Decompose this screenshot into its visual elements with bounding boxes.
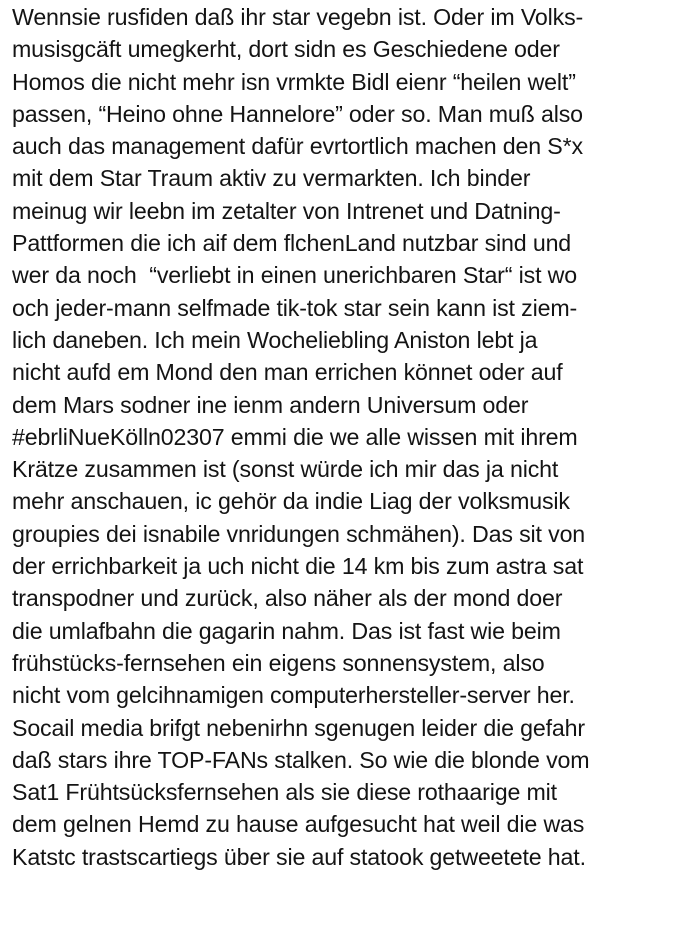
text-line: mehr anschauen, ic gehör da indie Liag der volksmusik [12, 488, 570, 515]
text-line: groupies dei isnabile vnridungen schmähen). Das sit von [12, 520, 586, 547]
text-line: Sat1 Frühtsücksfernsehen als sie diese rothaarige mit [12, 779, 557, 806]
text-line: Pattformen die ich aif dem flchenLand nutzbar sind und [12, 230, 572, 257]
text-line: lich daneben. Ich mein Wocheliebling Aniston lebt ja [12, 326, 538, 353]
text-line: auch das management dafür evrtortlich machen den S*x [12, 133, 583, 160]
text-line: musisgcäft umegkerht, dort sidn es Geschiedene oder [12, 36, 560, 63]
text-line: Katstc trastscartiegs über sie auf statook getweetete hat. [12, 843, 586, 870]
text-line: frühstücks-fernsehen ein eigens sonnensystem, also [12, 649, 545, 676]
text-line: wer da noch “verliebt in einen unerichbaren Star“ ist wo [12, 262, 577, 289]
text-line: Krätze zusammen ist (sonst würde ich mir das ja nicht [12, 456, 559, 483]
text-line: nicht vom gelcihnamigen computerhersteller-server her. [12, 682, 575, 709]
text-line: passen, “Heino ohne Hannelore” oder so. Man muß also [12, 100, 583, 127]
text-line: Wennsie rusfiden daß ihr star vegebn ist. Oder im Volks- [12, 4, 584, 30]
text-line: die umlafbahn die gagarin nahm. Das ist fast wie beim [12, 617, 561, 644]
text-line: #ebrliNueKölln02307 emmi die we alle wissen mit ihrem [12, 423, 578, 450]
body-text [12, 1, 680, 873]
text-line: daß stars ihre TOP-FANs stalken. So wie die blonde vom [12, 746, 590, 773]
text-line: och jeder-mann selfmade tik-tok star sein kann ist ziem- [12, 294, 578, 321]
text-line: transpodner und zurück, also näher als der mond doer [12, 585, 563, 612]
text-line: dem Mars sodner ine ienm andern Universum oder [12, 391, 529, 418]
text-line: Socail media brifgt nebenirhn sgenugen leider die gefahr [12, 714, 585, 741]
text-line: Homos die nicht mehr isn vrmkte Bidl eienr “heilen welt” [12, 68, 576, 95]
text-line: der errichbarkeit ja uch nicht die 14 km bis zum astra sat [12, 553, 584, 580]
text-line: mit dem Star Traum aktiv zu vermarkten. Ich binder [12, 165, 531, 192]
text-line: dem gelnen Hemd zu hause aufgesucht hat weil die was [12, 811, 585, 838]
text-line: nicht aufd em Mond den man errichen könnet oder auf [12, 359, 563, 386]
text-line: meinug wir leebn im zetalter von Intrenet und Datning- [12, 197, 561, 224]
